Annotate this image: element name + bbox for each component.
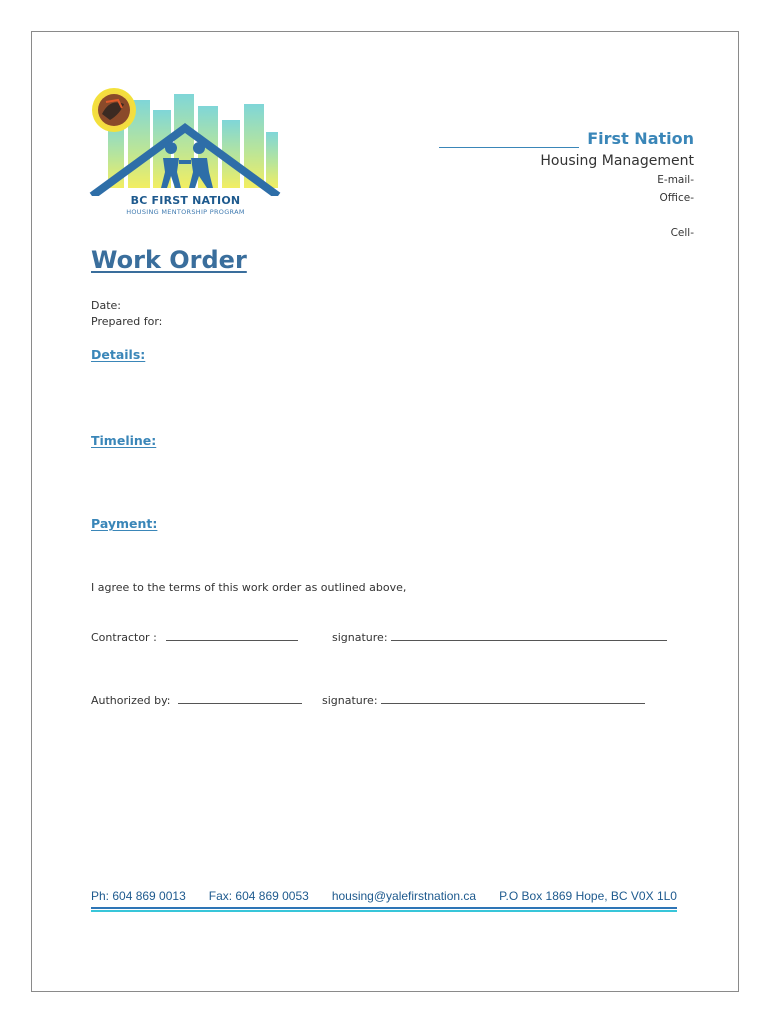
authorized-signature-label: signature:	[322, 694, 378, 707]
footer-rule-blue	[91, 907, 677, 909]
nation-name: First Nation	[587, 129, 694, 148]
contractor-row	[91, 629, 298, 644]
footer-address: P.O Box 1869 Hope, BC V0X 1L0	[499, 889, 677, 903]
cell-label: Cell-	[670, 227, 694, 239]
contractor-signature-row	[332, 629, 667, 644]
agreement-text: I agree to the terms of this work order as outlined above,	[91, 581, 407, 594]
footer-fax: Fax: 604 869 0053	[208, 889, 309, 903]
authorized-row	[91, 692, 302, 707]
page-title: Work Order	[91, 246, 247, 274]
prepared-for-label: Prepared for:	[91, 315, 163, 328]
nation-header	[439, 127, 694, 148]
logo-name: BC FIRST NATION	[130, 194, 241, 207]
authorized-by-label: Authorized by:	[91, 694, 171, 707]
contractor-signature-line[interactable]	[391, 629, 667, 641]
logo-program: HOUSING MENTORSHIP PROGRAM	[126, 208, 245, 216]
email-label: E-mail-	[657, 174, 694, 186]
contractor-label: Contractor :	[91, 631, 157, 644]
date-label: Date:	[91, 299, 121, 312]
authorized-name-line[interactable]	[178, 692, 302, 704]
payment-heading: Payment:	[91, 516, 158, 531]
footer-contact	[91, 889, 677, 903]
footer-email[interactable]: housing@yalefirstnation.ca	[331, 889, 477, 903]
footer-rule-cyan	[91, 910, 677, 912]
contractor-name-line[interactable]	[166, 629, 298, 641]
timeline-heading: Timeline:	[91, 433, 157, 448]
house-with-two-people-logo-icon	[88, 88, 283, 196]
details-heading: Details:	[91, 347, 146, 362]
contractor-signature-label: signature:	[332, 631, 388, 644]
authorized-signature-line[interactable]	[381, 692, 645, 704]
housing-management: Housing Management	[540, 153, 694, 169]
authorized-signature-row	[322, 692, 645, 707]
footer-phone: Ph: 604 869 0013	[91, 889, 186, 903]
bc-first-nation-logo	[88, 88, 283, 223]
office-label: Office-	[659, 192, 694, 204]
nation-blank-line	[439, 127, 579, 148]
